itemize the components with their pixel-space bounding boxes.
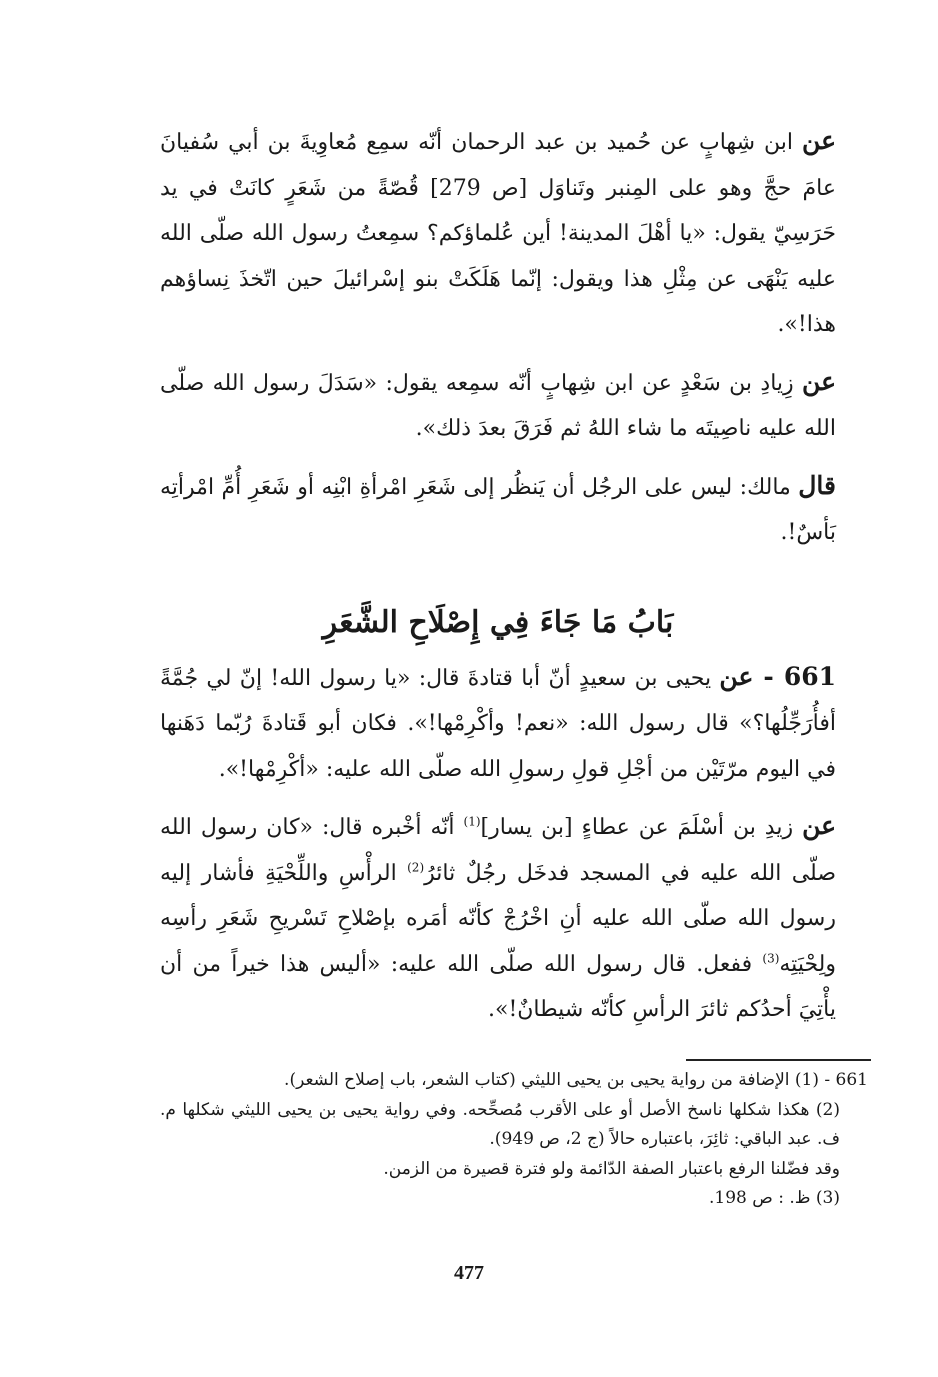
paragraph-lead: عن [802, 366, 836, 396]
paragraph-text: مالك: ليس على الرجُل أن يَنظُر إلى شَعَرِ امْرأةِ ابْنِه أو شَعَرِ أُمِّ امْرأتِه بَأسٌ!. [160, 474, 836, 545]
chapter-title: بَابُ مَا جَاءَ فِي إِصْلَاحِ الشَّعَرِ [322, 604, 674, 640]
hadith-number: 661 - [763, 661, 836, 691]
hadith-661 [160, 654, 836, 793]
footnotes [160, 1066, 868, 1214]
paragraph-text: أنّه أخْبره قال: «كان رسول الله صلّى الله عليه في المسجد فدخَل رجُلٌ ثائرُ [160, 815, 836, 886]
paragraph-text: ابن شِهابٍ عن حُميد بن عبد الرحمان أنّه سمِع مُعاوِيةَ بن أبي سُفيانَ عامَ حجَّ وهو على المِنبر وتَناوَل [ص 279] قُصّةً من شَعَرٍ كانَتْ في يد حَرَسِيّ يقول: «يا أهْلَ المدينة! أين عُلماؤكم؟ سمِعتُ رسول الله صلّى الله عليه يَنْهَى عن مِثْلِ هذا ويقول: إنّما هَلَكَتْ بنو إسْرائيلَ حين اتّخذَ نِساؤهم هذا!». [160, 130, 836, 337]
paragraph-lead: عن [802, 811, 837, 840]
footnote-2: (2) هكذا شكلها ناسخ الأصل أو على الأقرب مُصحِّحه. وفي رواية يحيى بن يحيى الليثي شكلها م. ف. عبد الباقي: ثائِرَ، باعتباره حالاً (ج 2، ص 949). [160, 1099, 840, 1149]
paragraph-text: زيدِ بن أسْلَمَ عن عطاءٍ [بن يسار] [480, 815, 803, 840]
footnote-ref-3: (3) [762, 951, 780, 966]
paragraph-3 [160, 463, 836, 556]
paragraph-lead: عن [802, 126, 836, 155]
footnote-ref-1: (1) [463, 814, 481, 829]
paragraph-5 [160, 803, 836, 1033]
paragraph-text: زِيادِ بن سَعْدٍ عن ابن شِهابٍ أنّه سمِعه يقول: «سَدَلَ رسول الله صلّى الله عليه ناصِيتَه ما شاء اللهُ ثم فَرَقَ بعدَ ذلك». [160, 370, 836, 441]
footnote-ref-2: (2) [407, 860, 425, 875]
footnote-2-continued: وقد فضّلنا الرفع باعتبار الصفة الدّائمة ولو فترة قصيرة من الزمن. [383, 1158, 840, 1179]
footnote-separator [686, 1059, 871, 1061]
page-number: 477 [454, 1262, 484, 1284]
paragraph-lead: عن [719, 661, 764, 691]
paragraph-text: الرأْسِ واللِّحْيَةِ فأشار إليه رسول الله صلّى الله عليه أنِ اخْرُجْ كأنّه أمَره بإصْلاحِ تَسْريحِ شَعَرِ رأسِه ولِحْيَتِه [160, 860, 836, 977]
footnote-3: (3) ظ. : ص 198. [709, 1188, 840, 1208]
paragraph-text: يحيى بن سعيدٍ أنّ أبا قتادةَ قال: «يا رسول الله! إنّ لي جُمَّةً أفأُرَجِّلُها؟» قال رسول الله: «نعم! وأكْرِمْها!». فكان أبو قَتادةَ رُبّما دَهَنها في اليوم مرّتَيْن من أجْلِ قولِ رسولِ الله صلّى الله عليه: «أكْرِمْها!». [160, 665, 836, 782]
paragraph-text: ففعل. قال رسول الله صلّى الله عليه: «أليس هذا خيراً من أن يأْتِيَ أحدُكم ثائرَ الرأسِ كأنّه شيطانٌ!». [160, 951, 836, 1022]
paragraph-1 [160, 118, 836, 348]
main-text [160, 118, 836, 1033]
paragraph-2 [160, 359, 836, 452]
paragraph-lead: قال [798, 470, 836, 500]
footnote-1: 661 - (1) الإضافة من رواية يحيى بن يحيى الليثي (كتاب الشعر، باب إصلاح الشعر). [284, 1070, 868, 1090]
